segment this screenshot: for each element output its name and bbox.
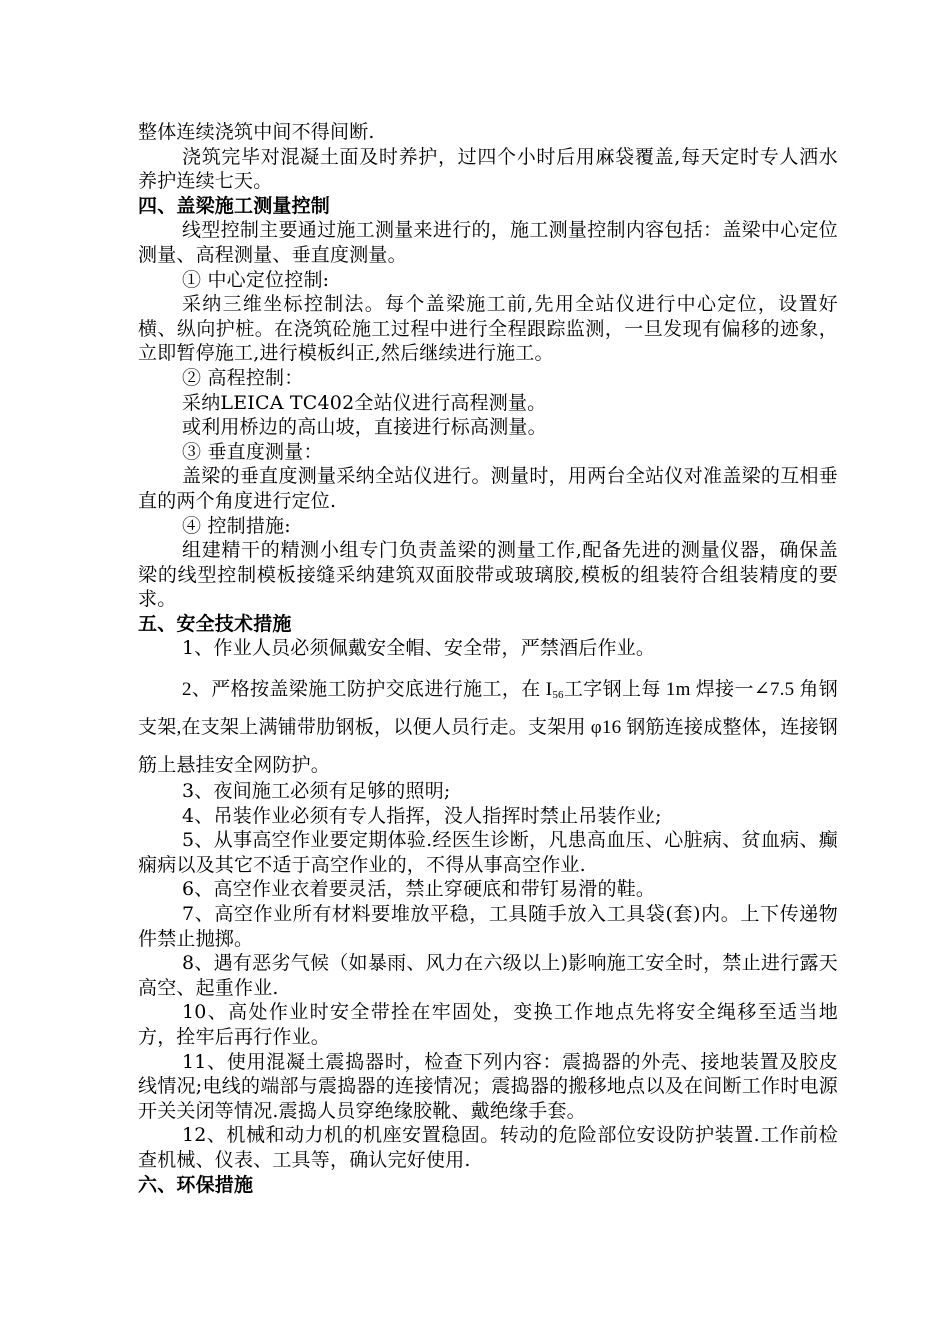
safety-item-11: 11、使用混凝土震捣器时，检查下列内容：震捣器的外壳、接地装置及胶皮线情况;电线的端部与震捣器的连接情况；震捣器的搬移地点以及在间断工作时电源开关关闭等情况.震捣人员穿绝缘胶靴、戴绝缘手套。 bbox=[138, 1050, 838, 1122]
safety-item-12: 12、机械和动力机的机座安置稳固。转动的危险部位安设防护装置.工作前检查机械、仪表、工具等，确认完好使用. bbox=[138, 1124, 838, 1171]
paragraph-control-measures: 组建精干的精测小组专门负责盖梁的测量工作,配备先进的测量仪器，确保盖梁的线型控制模板接缝采纳建筑双面胶带或玻璃胶,模板的组装符合组装精度的要求。 bbox=[138, 539, 838, 611]
paragraph-pour-continuous: 整体连续浇筑中间不得间断. bbox=[138, 121, 375, 143]
section-heading-environment: 六、环保措施 bbox=[138, 1173, 254, 1196]
safety-item-2-before: 2、严格按盖梁施工防护交底进行施工，在 I bbox=[182, 679, 553, 701]
safety-item-6: 6、高空作业衣着要灵活，禁止穿硬底和带钉易滑的鞋。 bbox=[182, 878, 656, 901]
paragraph-verticality: 盖梁的垂直度测量采纳全站仪进行。测量时，用两台全站仪对准盖梁的互相垂直的两个角度进行定位. bbox=[138, 465, 838, 512]
safety-item-1: 1、作业人员必须佩戴安全帽、安全带，严禁酒后作业。 bbox=[182, 637, 656, 660]
safety-item-3: 3、夜间施工必须有足够的照明; bbox=[182, 780, 451, 803]
steel-size-subscript: 56 bbox=[552, 689, 564, 702]
safety-item-2-after: 工字钢上每 1m 焊接一∠7.5 角钢支架,在支架上满铺带肋钢板，以便人员行走。支架用 φ16 钢筋连接成整体，连接钢筋上悬挂安全网防护。 bbox=[138, 679, 839, 777]
subheading-elevation-control: ② 高程控制： bbox=[182, 366, 304, 389]
paragraph-elevation-slope: 或利用桥边的高山坡，直接进行标高测量。 bbox=[182, 416, 547, 439]
document-body bbox=[138, 120, 838, 1197]
safety-item-2 bbox=[138, 671, 838, 785]
subheading-center-positioning: ① 中心定位控制: bbox=[182, 268, 330, 291]
paragraph-curing: 浇筑完毕对混凝土面及时养护，过四个小时后用麻袋覆盖,每天定时专人洒水养护连续七天。 bbox=[138, 145, 838, 193]
paragraph-measurement-overview: 线型控制主要通过施工测量来进行的，施工测量控制内容包括：盖梁中心定位测量、高程测量、垂直度测量。 bbox=[138, 219, 838, 266]
subheading-verticality: ③ 垂直度测量： bbox=[182, 440, 323, 463]
safety-item-8: 8、遇有恶劣气候（如暴雨、风力在六级以上)影响施工安全时，禁止进行露天高空、起重作业. bbox=[138, 952, 838, 999]
paragraph-elevation-instrument: 采纳LEICA TC402全站仪进行高程测量。 bbox=[182, 391, 547, 414]
subheading-control-measures: ④ 控制措施: bbox=[182, 514, 291, 537]
safety-item-4: 4、吊装作业必须有专人指挥，没人指挥时禁止吊装作业; bbox=[182, 804, 662, 827]
safety-item-5: 5、从事高空作业要定期体验.经医生诊断，凡患高血压、心脏病、贫血病、癫痫病以及其它不适于高空作业的，不得从事高空作业. bbox=[138, 829, 838, 876]
section-heading-safety: 五、安全技术措施 bbox=[138, 612, 292, 635]
safety-item-7: 7、高空作业所有材料要堆放平稳，工具随手放入工具袋(套)内。上下传递物件禁止抛掷。 bbox=[138, 903, 838, 950]
section-heading-measurement: 四、盖梁施工测量控制 bbox=[138, 194, 331, 217]
safety-item-10: 10、高处作业时安全带拴在牢固处，变换工作地点先将安全绳移至适当地方，拴牢后再行作业。 bbox=[138, 1001, 838, 1048]
paragraph-center-positioning: 采纳三维坐标控制法。每个盖梁施工前,先用全站仪进行中心定位，设置好横、纵向护桩。在浇筑砼施工过程中进行全程跟踪监测，一旦发现有偏移的迹象，立即暂停施工,进行模板纠正,然后继续进行施工。 bbox=[138, 293, 838, 365]
